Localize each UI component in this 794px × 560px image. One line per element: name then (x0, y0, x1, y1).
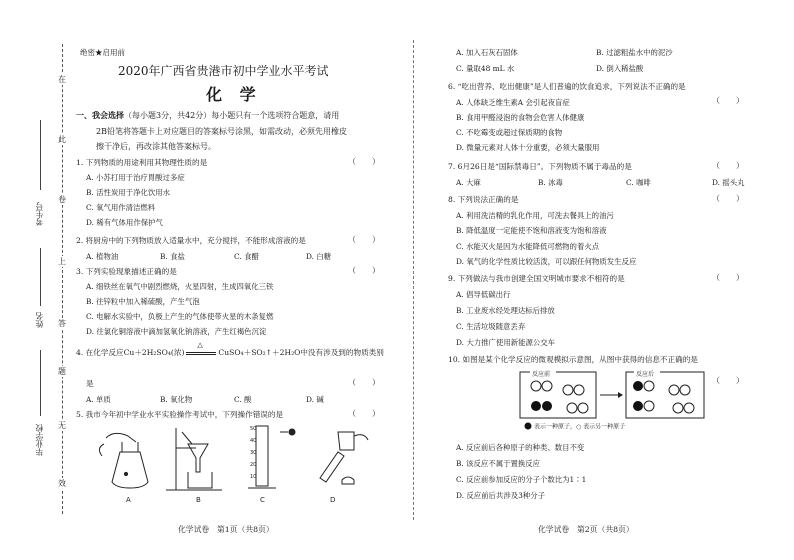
cylinder-scale (250, 426, 256, 480)
question-stem: 10. 如图是某个化学反应的微观模拟示意图，从图中获得的信息不正确的是 (448, 355, 698, 364)
option: A. 单质 (86, 395, 111, 404)
binding-dashed-line (62, 44, 63, 514)
option: A. 反应前后各种原子的种类、数目不变 (456, 443, 585, 452)
question-stem: 8. 下列说法正确的是 (448, 195, 519, 204)
option: D. 大力推广使用新能源公交车 (456, 338, 556, 347)
cylinder-mark: 40 (250, 438, 257, 444)
option: D. 往氯化铜溶液中滴加氢氧化钠溶液，产生红褐色沉淀 (86, 327, 267, 336)
after-label: 反应后 (636, 371, 655, 378)
figure-a (99, 433, 148, 488)
student-number-label: 考生号 (35, 202, 44, 226)
section-instructions: 擦干净后，再改涂其他答案标号。 (96, 142, 216, 151)
option: B. 该反应不属于置换反应 (456, 459, 541, 468)
answer-paren: （ ） (348, 157, 380, 166)
margin-char: 题 (58, 367, 66, 376)
option: C. 水能灭火是因为水能降低可燃物的着火点 (456, 242, 600, 251)
option: A. 倡导低碳出行 (456, 290, 511, 299)
option: D. 白糖 (306, 252, 332, 261)
option: A. 人体缺乏维生素A 会引起夜盲症 (456, 98, 570, 107)
question-stem: 3. 下列实验现象描述正确的是 (76, 267, 177, 276)
option: C. 酸 (234, 395, 252, 404)
answer-paren: （ ） (348, 235, 380, 244)
figure-label: B (196, 496, 201, 504)
question-stem: 7. 6月26日是“国际禁毒日”。下列物质不属于毒品的是 (448, 162, 632, 171)
option: B. 冰毒 (538, 178, 563, 187)
section-instructions: （每小题3分，共42分）每小题只有一个选项符合题意，请用 (124, 111, 340, 120)
option: C. 生活垃圾随意丢弃 (456, 322, 526, 331)
margin-char: 无 (58, 421, 66, 430)
binding-margin (0, 0, 78, 560)
question-stem-cont: 是 (86, 379, 94, 388)
answer-paren: （ ） (712, 161, 744, 170)
option: C. 不吃霉变或超过保质期的食物 (456, 128, 563, 137)
option: A. 细铁丝在氧气中剧烈燃烧，火星四射，生成四氧化三铁 (86, 282, 274, 291)
figure-label: C (260, 496, 265, 504)
cylinder-mark: 10 (250, 474, 257, 480)
option: A. 利用洗洁精的乳化作用，可洗去餐具上的油污 (456, 211, 614, 220)
section-instructions: 2B铅笔将答题卡上对应题目的答案标号涂黑，如需改动，必须先用橡皮 (96, 127, 347, 136)
question-stem: 6. “吃出营养、吃出健康”是人们普遍的饮食追求，下列说法不正确的是 (448, 82, 686, 91)
option: B. 工业废水经处理达标后排放 (456, 306, 555, 315)
question-stem: 9. 下列做法与我市创建全国文明城市要求不相符的是 (448, 274, 625, 283)
option: C. 量取48 mL 水 (456, 64, 515, 73)
option: C. 食醋 (234, 252, 259, 261)
answer-paren: （ ） (712, 96, 744, 105)
name-label: 姓名 (35, 312, 44, 328)
answer-paren: （ ） (712, 376, 744, 385)
section-heading: 一、我会选择 (76, 110, 124, 120)
margin-char: 在 (58, 75, 66, 84)
option: B. 活性炭用于净化饮用水 (86, 188, 171, 197)
margin-char: 效 (58, 479, 66, 488)
answer-paren: （ ） (348, 378, 380, 387)
option: D. 稀有气体用作保护气 (86, 218, 163, 227)
figure-label: D (330, 496, 336, 504)
before-box (520, 370, 596, 418)
cylinder-mark: 20 (250, 462, 257, 468)
subject-title: 化 学 (206, 85, 262, 104)
figure-b (166, 428, 222, 490)
answer-paren: （ ） (712, 273, 744, 282)
option: C. 咖啡 (626, 178, 651, 187)
answer-paren: （ ） (348, 266, 380, 275)
option: D. 碱 (306, 395, 324, 404)
page-divider (413, 40, 414, 520)
student-number-line (40, 120, 41, 190)
option: A. 大麻 (456, 178, 481, 187)
option: C. 反应前参加反应的分子个数比为1∶1 (456, 475, 587, 484)
before-label: 反应前 (532, 371, 551, 378)
cylinder-mark: 50 (250, 426, 257, 432)
q4-stem-post: CuSO₄＋SO₂↑＋2H₂O中没有涉及到的物质类别 (218, 348, 384, 357)
option: B. 降低温度一定能使不饱和溶液变为饱和溶液 (456, 226, 607, 235)
figure-d (320, 432, 368, 484)
after-box (626, 370, 704, 418)
lab-operations-figure (92, 422, 382, 504)
reaction-arrow (184, 341, 218, 357)
option: B. 食用甲醛浸泡的食物会危害人体健康 (456, 113, 585, 122)
answer-paren: （ ） (712, 194, 744, 203)
page-footer-left: 化学试卷 第1页（共8页） (178, 525, 274, 534)
option: D. 摇头丸 (712, 178, 745, 187)
option: B. 过滤粗盐水中的泥沙 (596, 48, 673, 57)
secret-label: 绝密★启用前 (80, 48, 125, 57)
reaction-arrow-icon (600, 392, 623, 398)
option: D. 氧气的化学性质比较活泼，可以跟任何物质发生反应 (456, 257, 637, 266)
figure-label: A (126, 496, 131, 504)
cylinder-mark: 30 (250, 450, 257, 456)
option: B. 氧化物 (160, 395, 193, 404)
name-line (40, 248, 41, 306)
diagram-legend (525, 423, 626, 431)
margin-char: 答 (58, 319, 66, 328)
option: B. 往锌粒中加入稀硫酸，产生气泡 (86, 297, 200, 306)
margin-char: 此 (58, 135, 66, 144)
margin-char: 上 (58, 257, 66, 266)
q4-stem-pre: 4. 在化学反应Cu＋2H₂SO₄(浓) (76, 348, 185, 357)
question-stem (76, 341, 384, 358)
option: A. 小苏打用于治疗胃酸过多症 (86, 173, 185, 182)
margin-char: 卷 (58, 195, 66, 204)
option: D. 微量元素对人体十分重要，必须大量服用 (456, 143, 600, 152)
option: C. 电解水实验中，负极上产生的气体使带火星的木条复燃 (86, 312, 274, 321)
answer-paren: （ ） (348, 409, 380, 418)
question-stem: 1. 下列物质的用途利用其物理性质的是 (76, 158, 208, 167)
school-label: 毕业学校 (35, 424, 44, 456)
option: D. 反应前后共涉及3种分子 (456, 491, 545, 500)
question-stem: 5. 我市今年初中学业水平实验操作考试中，下列操作错误的是 (76, 410, 284, 419)
heat-symbol: △ (197, 341, 203, 349)
question-stem: 2. 将厨房中的下列物质放入适量水中，充分搅拌，不能形成溶液的是 (76, 236, 306, 245)
option: B. 食盐 (160, 252, 185, 261)
option: A. 植物油 (86, 252, 119, 261)
legend-text: 表示一种原子，○ 表示另一种原子 (534, 423, 626, 431)
school-line (40, 350, 41, 416)
option: C. 氧气用作清洁燃料 (86, 203, 156, 212)
page-footer-right: 化学试卷 第2页（共8页） (538, 525, 634, 534)
figure-labels (126, 496, 335, 504)
option: D. 倒入稀盐酸 (596, 64, 644, 73)
reaction-diagram (518, 370, 708, 432)
option: A. 加入石灰石固体 (456, 48, 518, 57)
exam-title: 2020年广西省贵港市初中学业水平考试 (118, 64, 329, 78)
